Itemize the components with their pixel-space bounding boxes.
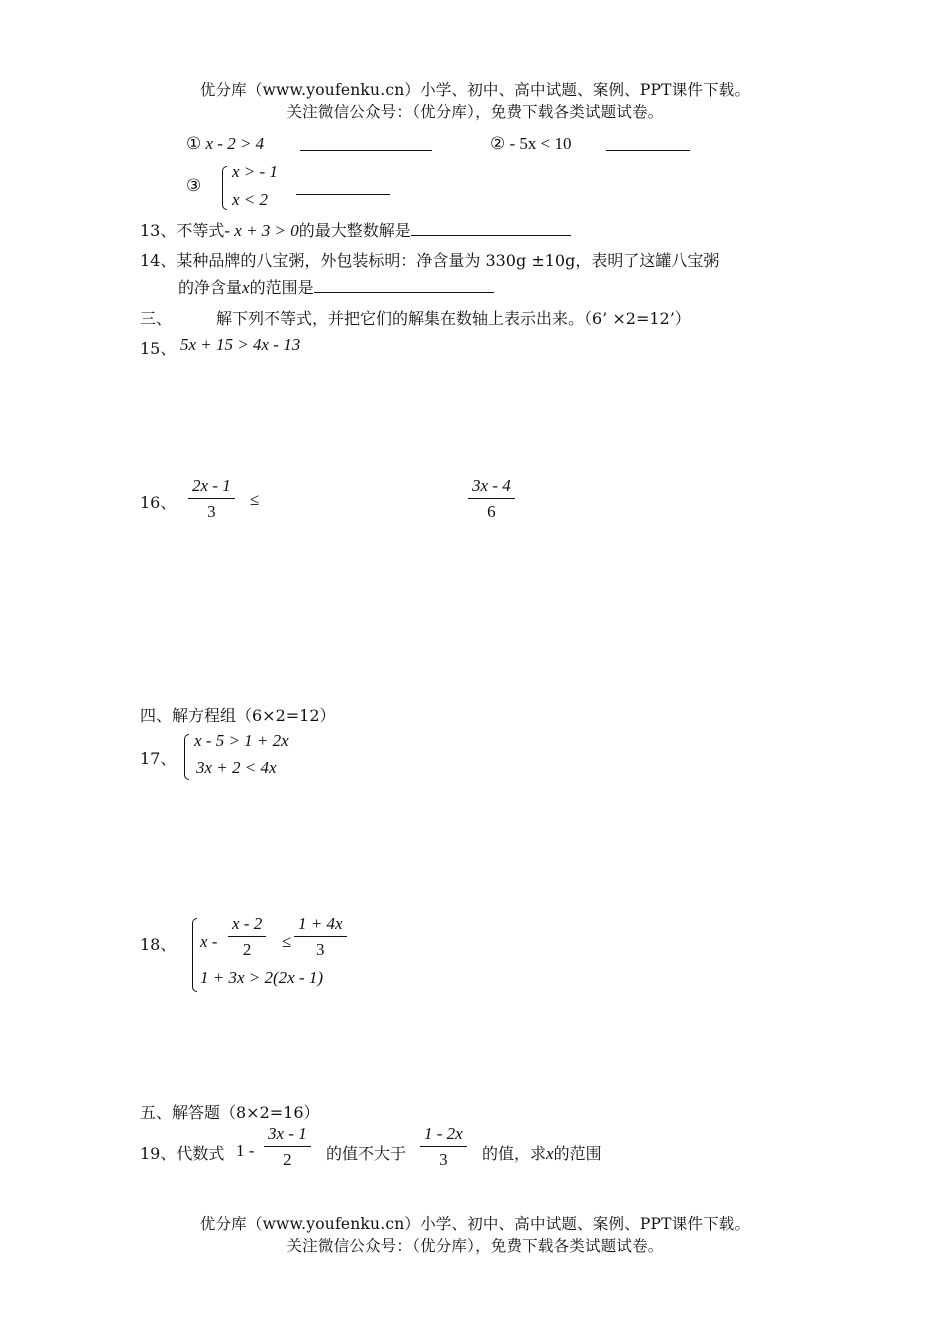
q16-right-numerator: 3x - 4	[468, 476, 515, 499]
section3-text: 解下列不等式，并把它们的解集在数轴上表示出来。（6’ ×2=12’）	[216, 309, 691, 328]
q18-left-numerator: x - 2	[228, 914, 266, 937]
q18-left-denominator: 2	[242, 940, 252, 959]
q12-item3-mark: ③	[186, 176, 202, 195]
q18-number: 18、	[140, 935, 177, 954]
q14-line1: 14、某种品牌的八宝粥，外包装标明：净含量为 330g ±10g，表明了这罐八宝粥	[140, 251, 720, 270]
q13-answer-blank[interactable]	[411, 221, 571, 236]
q16-left-numerator: 2x - 1	[188, 476, 235, 499]
q19-frac2-denominator: 3	[439, 1150, 448, 1169]
q12-item1	[186, 134, 264, 154]
q19-mid-text: 的值不大于	[326, 1144, 407, 1163]
q14-line2	[178, 275, 494, 298]
q12-item2	[490, 134, 572, 154]
q18-row2: 1 + 3x > 2(2x - 1)	[200, 968, 324, 987]
q14-answer-blank[interactable]	[314, 278, 494, 293]
q12-item1-answer-blank[interactable]	[300, 136, 432, 151]
q19-frac1-numerator: 3x - 1	[264, 1124, 311, 1147]
footer-line-2: 关注微信公众号：（优分库），免费下载各类试题试卷。	[286, 1237, 664, 1255]
q15-expr: 5x + 15 > 4x - 13	[180, 335, 301, 354]
q19-frac2-numerator: 1 - 2x	[420, 1124, 467, 1147]
q12-item3-row1: x > - 1	[232, 162, 278, 181]
q19-suffix	[482, 1141, 602, 1164]
q12-item3-answer-blank[interactable]	[296, 180, 390, 195]
q18-row1-relation: ≤	[282, 932, 292, 951]
q12-item3-brace	[222, 166, 227, 210]
q12-item1-expr: x - 2 > 4	[205, 134, 265, 153]
header-line-1: 优分库（www.youfenku.cn）小学、初中、高中试题、案例、PPT课件下载。	[199, 81, 751, 99]
q17-number: 17、	[140, 749, 177, 768]
q16-right-fraction	[468, 476, 515, 522]
q17-row2: 3x + 2 < 4x	[196, 758, 277, 777]
q16-relation: ≤	[250, 490, 260, 509]
q16-right-denominator: 6	[487, 502, 496, 521]
q18-row1-left-fraction	[228, 914, 266, 960]
q13-expr: - x + 3 > 0	[224, 221, 299, 240]
q16-left-denominator: 3	[207, 502, 216, 521]
section5-title: 五、解答题（8×2=16）	[140, 1103, 320, 1122]
q17-row1: x - 5 > 1 + 2x	[194, 731, 289, 750]
header-line-2: 关注微信公众号：（优分库），免费下载各类试题试卷。	[286, 103, 664, 121]
q19-fraction-1	[264, 1124, 311, 1170]
section4-title: 四、解方程组（6×2=12）	[140, 706, 336, 725]
q17-brace	[184, 734, 189, 780]
q19-suffix-a: 的值，求	[482, 1144, 547, 1163]
q12-item1-mark: ①	[186, 134, 202, 153]
q14-var: x	[242, 278, 250, 297]
q12-item2-expr: - 5x < 10	[509, 134, 572, 153]
q13-suffix: 的最大整数解是	[298, 221, 411, 240]
q16-number: 16、	[140, 493, 177, 512]
q19-var: x	[546, 1144, 554, 1163]
q12-item2-mark: ②	[490, 134, 506, 153]
q19-suffix-b: 的范围	[553, 1144, 602, 1163]
q18-right-numerator: 1 + 4x	[294, 914, 347, 937]
footer-line-1: 优分库（www.youfenku.cn）小学、初中、高中试题、案例、PPT课件下载。	[199, 1215, 751, 1233]
q15-number: 15、	[140, 339, 177, 358]
q18-row1-right-fraction	[294, 914, 347, 960]
q18-brace	[192, 918, 197, 992]
q19-frac1-denominator: 2	[283, 1150, 292, 1169]
q16-left-fraction	[188, 476, 235, 522]
q13-prefix: 13、不等式	[140, 221, 225, 240]
q19-prefix: 19、代数式	[140, 1144, 225, 1163]
q14-line2-suffix: 的范围是	[249, 278, 314, 297]
q19-fraction-2	[420, 1124, 467, 1170]
q13	[140, 218, 571, 241]
section3-title: 三、	[140, 309, 173, 328]
q19-lead: 1 -	[236, 1141, 255, 1160]
q12-item3-row2: x < 2	[232, 190, 269, 209]
q18-row1-lead: x -	[200, 932, 218, 951]
q14-line2-prefix: 的净含量	[178, 278, 243, 297]
q18-right-denominator: 3	[316, 940, 325, 959]
q12-item2-answer-blank[interactable]	[606, 136, 690, 151]
